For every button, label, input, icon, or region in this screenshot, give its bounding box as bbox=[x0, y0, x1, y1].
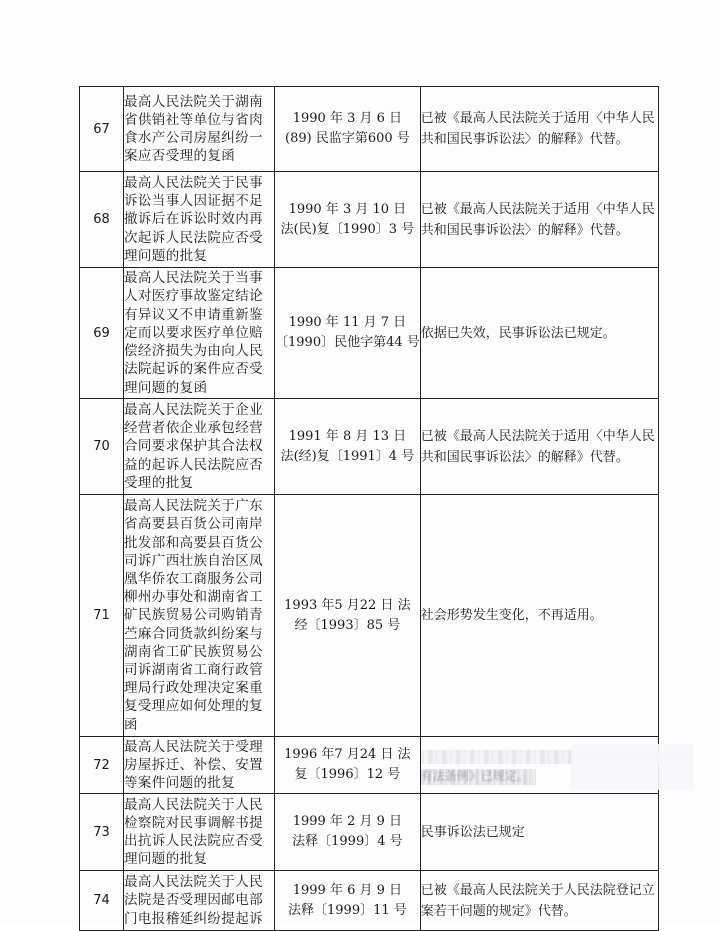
repeal-reason bbox=[420, 172, 658, 268]
repeal-reason-text: 已被《最高人民法院关于适用〈中华人民共和国民事诉讼法〉的解释》代替。 bbox=[420, 111, 655, 147]
document-title: 最高人民法院关于广东省高要县百货公司南岸批发部和高要县百货公司诉广西壮族自治区凤凰华侨农工商服务公司柳州办事处和湖南省工矿民族贸易公司购销青苎麻合同货款纠纷案与湖南省工矿民族贸易公司诉湖南省工商行政管理局行政处理决定案重复受理应如何处理的复函 bbox=[124, 495, 275, 737]
table-row bbox=[80, 172, 659, 268]
row-number: 68 bbox=[80, 172, 124, 268]
table-row bbox=[80, 268, 659, 399]
repeal-reason bbox=[420, 87, 658, 172]
document-title: 最高人民法院关于民事诉讼当事人因证据不足撤诉后在诉讼时效内再次起诉人民法院应否受理问题的批复 bbox=[124, 172, 275, 268]
repeal-reason-text: 已被《最高人民法院关于适用〈中华人民共和国民事诉讼法〉的解释》代替。 bbox=[420, 201, 655, 238]
table-row bbox=[80, 87, 659, 172]
repeal-reason-text: 已被《最高人民法院关于人民法院登记立案若干问题的规定》代替。 bbox=[420, 882, 655, 919]
repeal-reason bbox=[420, 399, 658, 495]
issue-date: 1990 年 3 月 6 日 bbox=[292, 111, 403, 126]
issue-date: 1993 年5 月22 日 法 bbox=[284, 597, 411, 613]
document-number: 法释〔1999〕11 号 bbox=[288, 902, 407, 918]
repeal-reason-text: 依据已失效，民事诉讼法已规定。 bbox=[420, 325, 616, 341]
issue-date: 1990 年 11 月 7 日 bbox=[288, 315, 407, 330]
blurred-overlay bbox=[571, 744, 693, 790]
repeal-reason bbox=[420, 794, 658, 871]
issue-date-cell bbox=[275, 87, 421, 172]
document-title: 最高人民法院关于人民检察院对民事调解书提出抗诉人民法院应否受理问题的批复 bbox=[124, 794, 275, 871]
repeal-reason-text: 民事诉讼法已规定 bbox=[420, 824, 525, 840]
document-number: 法释〔1999〕4 号 bbox=[292, 834, 403, 849]
issue-date: 1991 年 8 月 13 日 bbox=[288, 428, 407, 444]
document-number: (89) 民监字第600 号 bbox=[285, 131, 410, 146]
document-title: 最高人民法院关于受理房屋拆迁、补偿、安置等案件问题的批复 bbox=[124, 737, 275, 794]
table-row bbox=[80, 495, 659, 737]
row-number: 70 bbox=[80, 399, 124, 495]
document-number: 法(民)复〔1990〕3 号 bbox=[280, 221, 415, 237]
row-number: 73 bbox=[80, 794, 124, 871]
document-number: 法(经)复〔1991〕4 号 bbox=[280, 448, 415, 464]
document-title: 最高人民法院关于湖南省供销社等单位与省肉食水产公司房屋纠纷一案应否受理的复函 bbox=[124, 87, 275, 172]
table-row bbox=[80, 737, 659, 794]
repeal-reason-text: 社会形势发生变化，不再适用。 bbox=[420, 608, 603, 623]
row-number: 67 bbox=[80, 87, 124, 172]
document-title: 最高人民法院关于企业经营者依企业承包经营合同要求保护其合法权益的起诉人民法院应否受理的批复 bbox=[124, 399, 275, 495]
issue-date-cell bbox=[275, 268, 421, 399]
regulation-table bbox=[79, 86, 659, 931]
issue-date-cell bbox=[275, 399, 421, 495]
repeal-reason bbox=[420, 495, 658, 737]
issue-date: 1996 年7 月24 日 法 bbox=[284, 747, 411, 762]
table-row bbox=[80, 399, 659, 495]
issue-date-cell bbox=[275, 794, 421, 871]
repeal-reason-text: 已被《最高人民法院关于适用〈中华人民共和国民事诉讼法〉的解释》代替。 bbox=[420, 428, 655, 465]
document-number: 经〔1993〕85 号 bbox=[294, 617, 401, 633]
table-row bbox=[80, 871, 659, 931]
issue-date: 1990 年 3 月 10 日 bbox=[288, 201, 407, 217]
blurred-region bbox=[421, 744, 658, 786]
issue-date-cell bbox=[275, 737, 421, 794]
document-title: 最高人民法院关于当事人对医疗事故鉴定结论有异议又不申请重新鉴定而以要求医疗单位赔偿经济损失为由向人民法院起诉的案件应否受理问题的复函 bbox=[124, 268, 275, 399]
document-title: 最高人民法院关于人民法院是否受理因邮电部门电报稽延纠纷提起诉 bbox=[124, 871, 275, 931]
row-number: 72 bbox=[80, 737, 124, 794]
issue-date-cell bbox=[275, 495, 421, 737]
issue-date: 1999 年 2 月 9 日 bbox=[292, 814, 403, 829]
repeal-reason bbox=[420, 268, 658, 399]
repeal-reason-text: 有法条例》已规定。 bbox=[420, 769, 529, 783]
repeal-reason bbox=[420, 737, 658, 794]
issue-date-cell bbox=[275, 871, 421, 931]
table-row bbox=[80, 794, 659, 871]
repeal-reason bbox=[420, 871, 658, 931]
row-number: 74 bbox=[80, 871, 124, 931]
document-number: 复〔1996〕12 号 bbox=[294, 767, 401, 782]
row-number: 69 bbox=[80, 268, 124, 399]
document-number: 〔1990〕民他字第44 号 bbox=[275, 335, 420, 350]
row-number: 71 bbox=[80, 495, 124, 737]
issue-date: 1999 年 6 月 9 日 bbox=[292, 882, 403, 898]
issue-date-cell bbox=[275, 172, 421, 268]
